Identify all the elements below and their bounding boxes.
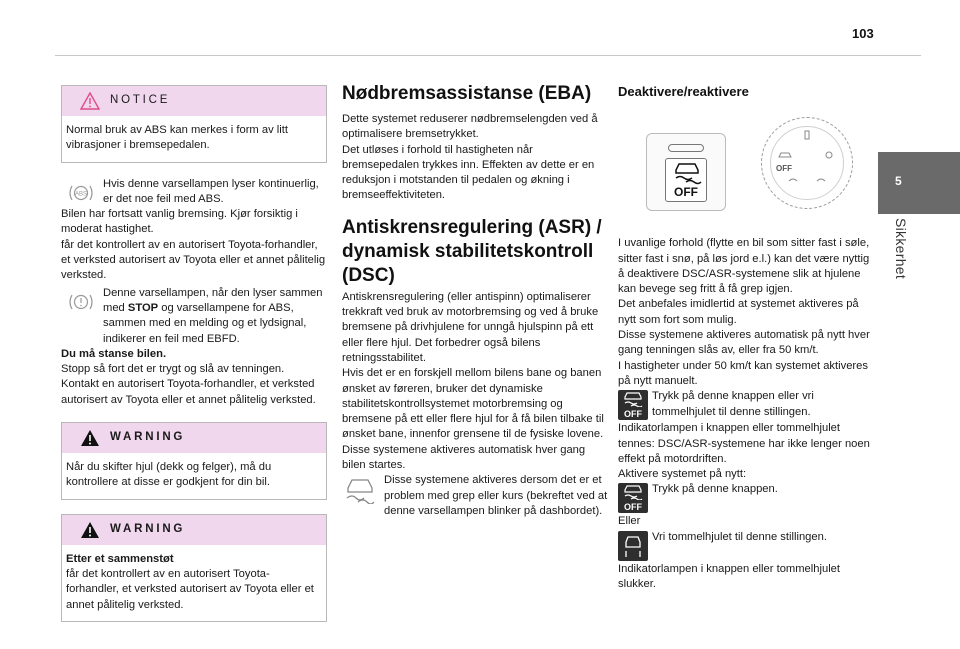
- asr-paragraph-2: Hvis det er en forskjell mellom bilens bane og banen ønsket av føreren, bruker det dynamiske stabilitetskontrollsystemet motorbremsing og bremsene på ett eller flere hjul for å få bilen tilbake til ønsket bane, innenfor grensene til de fysiske lovene.: [342, 367, 604, 441]
- thumbwheel-illustration: [761, 117, 853, 209]
- deactivate-paragraph-1: I uvanlige forhold (flytte en bil som sitter fast i søle, sitter fast i snø, på løs jord e.l.) kan det være nyttig å deaktivere DSC/ASR-systemene slik at hjulene kan bevege seg fritt å få grep igjen.: [618, 237, 870, 296]
- must-stop-text: Du må stanse bilen.: [61, 347, 167, 360]
- asr-lamp-block: [342, 473, 608, 519]
- or-text: Eller: [618, 515, 641, 528]
- skid-warning-lamp-icon: [344, 476, 376, 504]
- deactivate-paragraph-7: Indikatorlampen i knappen eller tommelhjulet slukker.: [618, 562, 841, 591]
- column-2: [342, 82, 608, 519]
- step-1-text: Trykk på denne knappen eller vri tommelhjulet til denne stillingen.: [652, 390, 814, 418]
- warning-label-2: WARNING: [110, 522, 186, 535]
- brake-warning-lamp-icon: [67, 292, 95, 312]
- abs-text-2: får det kontrollert av en autorisert Toyota-forhandler, et verksted autorisert av Toyota eller et annet pålitelig verksted.: [61, 238, 326, 282]
- column-1: [61, 85, 327, 636]
- brake-lead-pre: Denne varsellampen, når den lyser sammen med: [103, 286, 323, 314]
- off-icon-label: OFF: [624, 409, 642, 420]
- button-off-label: OFF: [674, 185, 698, 200]
- knob-off-label: OFF: [776, 164, 792, 174]
- warning-text-2: får det kontrollert av en autorisert Toyota-forhandler, et verksted autorisert av Toyota eller et annet pålitelig verksted.: [66, 567, 314, 611]
- asr-paragraph-3: Disse systemene aktiveres automatisk hver gang bilen startes.: [342, 443, 586, 472]
- chapter-tab: [878, 152, 960, 214]
- asr-heading-line-1: Antiskrensregulering (ASR) /: [342, 216, 602, 238]
- warning-triangle-icon: [80, 429, 100, 447]
- asr-paragraph-4: Disse systemene aktiveres dersom det er et problem med grep eller kurs (bekreftet ved at denne varsellampen blinker på dashbordet).: [384, 474, 608, 517]
- header-divider: [55, 55, 921, 56]
- notice-text: Normal bruk av ABS kan merkes i form av litt vibrasjoner i bremsepedalen.: [66, 124, 288, 152]
- thumbwheel-symbols: [761, 117, 853, 209]
- warning-triangle-icon: [80, 521, 100, 539]
- warning-body-2: [62, 545, 326, 621]
- dsc-off-icon: [618, 390, 648, 420]
- deactivate-paragraph-4: I hastigheter under 50 km/t kan systemet aktiveres på nytt manuelt.: [618, 359, 868, 387]
- brake-lead: [103, 286, 327, 347]
- illustration: [618, 107, 876, 212]
- step-2-text: Trykk på denne knappen.: [652, 483, 778, 496]
- page-number: 103: [852, 26, 874, 41]
- contact-text: Kontakt en autorisert Toyota-forhandler, et verksted autorisert av Toyota eller et annet pålitelig verksted.: [61, 378, 316, 406]
- step-1: [618, 389, 876, 421]
- abs-warning-lamp-icon: [67, 183, 95, 203]
- warning-text-1: Når du skifter hjul (dekk og felger), må du kontrollere at disse er godkjent for din bil.: [66, 461, 272, 489]
- asr-heading: [342, 216, 608, 288]
- deactivate-paragraph-6: Aktivere systemet på nytt:: [618, 468, 747, 481]
- chapter-number: 5: [895, 174, 902, 188]
- dsc-off-icon: [618, 483, 648, 513]
- dsc-off-button: [665, 158, 707, 202]
- warning-box-1: [61, 422, 327, 500]
- abs-lead: Hvis denne varsellampen lyser kontinuerlig, er det noe feil med ABS.: [103, 177, 319, 205]
- button-indicator-lamp: [668, 144, 704, 152]
- asr-heading-line-2: dynamisk stabilitetskontroll: [342, 240, 594, 262]
- step-3: [618, 530, 876, 562]
- brake-lead-post: og varsellampene for ABS, sammen med en melding og et lydsignal, indikerer en feil med EBFD.: [103, 301, 307, 345]
- chapter-title: Sikkerhet: [893, 218, 909, 280]
- notice-body: [62, 116, 326, 162]
- column-3: [618, 84, 876, 592]
- stop-word: STOP: [127, 301, 159, 314]
- deactivate-paragraph-5: Indikatorlampen i knappen eller tommelhjulet tennes: DSC/ASR-systemene har ikke lenger noen effekt på motordriften.: [618, 422, 870, 465]
- caution-triangle-icon: [80, 92, 100, 110]
- car-icon: [618, 531, 648, 561]
- notice-header: [62, 86, 326, 116]
- skid-car-icon: [667, 161, 707, 185]
- deactivate-paragraph-2: Det anbefales imidlertid at systemet aktiveres på nytt som fort som mulig.: [618, 298, 859, 326]
- deactivate-heading: Deaktivere/reaktivere: [618, 84, 749, 99]
- stop-text: Stopp så fort det er trygt og slå av tenningen.: [61, 363, 285, 376]
- asr-paragraph-1: Antiskrensregulering (eller antispinn) optimaliserer trekkraft ved bruk av motorbremsing og ved å bruke bremsene på drivhjulene for unngå hjulspinn på ett eller flere hjul. Det forbedrer også bilens retningsstabilitet.: [342, 290, 599, 364]
- warning-header-2: [62, 515, 326, 545]
- eba-heading: Nødbremsassistanse (EBA): [342, 83, 592, 104]
- step-2: [618, 482, 876, 514]
- deactivate-paragraph-3: Disse systemene aktiveres automatisk på nytt hver gang tenningen slås av, eller fra 50 km/t.: [618, 329, 870, 357]
- warning-title-2: Etter et sammenstøt: [66, 552, 174, 565]
- notice-label: NOTICE: [110, 94, 171, 107]
- warning-header-1: [62, 423, 326, 453]
- abs-warning-block: [61, 177, 327, 208]
- eba-paragraph-1: Dette systemet reduserer nødbremselengden ved å optimalisere bremsetrykket.: [342, 113, 598, 141]
- off-icon-label: OFF: [624, 502, 642, 513]
- notice-box: [61, 85, 327, 163]
- step-3-text: Vri tommelhjulet til denne stillingen.: [652, 530, 827, 543]
- dsc-off-button-illustration: [646, 133, 726, 211]
- warning-label-1: WARNING: [110, 431, 186, 444]
- eba-paragraph-2: Det utløses i forhold til hastigheten når bremsepedalen trykkes inn. Effekten av dette er en reduksjon i motstanden til pedalen og økning i bremseeffektiviteten.: [342, 143, 595, 202]
- warning-box-2: [61, 514, 327, 622]
- brake-warning-block: [61, 286, 327, 347]
- warning-body-1: [62, 453, 326, 499]
- chapter-tab-divider: [878, 214, 960, 215]
- asr-heading-line-3: (DSC): [342, 264, 395, 286]
- abs-text: Bilen har fortsatt vanlig bremsing. Kjør forsiktig i moderat hastighet.: [61, 208, 298, 236]
- svg-text:ABS: ABS: [74, 191, 88, 198]
